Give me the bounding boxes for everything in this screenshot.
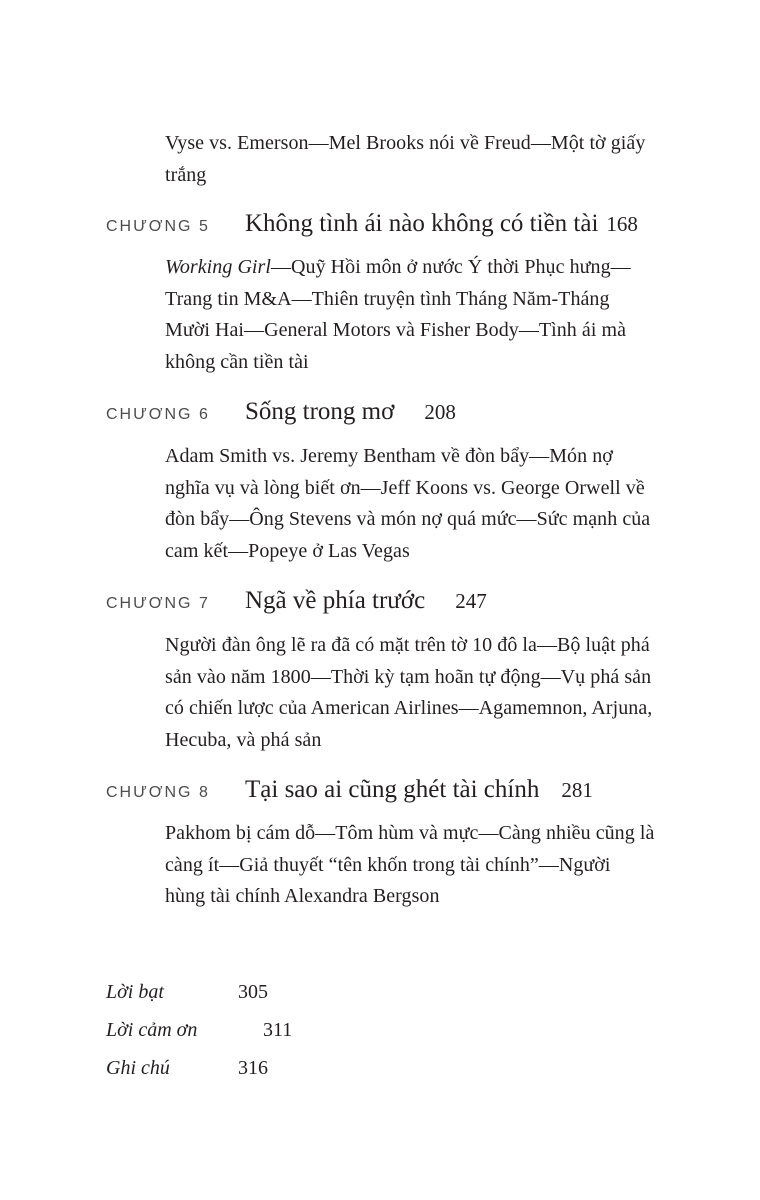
chapter-6-description: [165, 441, 655, 567]
chapter-label: CHƯƠNG 8: [106, 784, 210, 801]
chapter-page-number: 247: [455, 589, 487, 613]
back-matter-label: Lời bạt: [106, 981, 164, 1003]
chapter-5-description: [165, 252, 655, 378]
back-matter-acknowledgements: [106, 1019, 292, 1049]
chapter-8-heading: [106, 776, 593, 812]
chapter-label: CHƯƠNG 6: [106, 406, 210, 423]
chapter-7-heading: [106, 587, 487, 623]
chapter-7-description: [165, 630, 655, 756]
chapter-description-text: Adam Smith vs. Jeremy Bentham về đòn bẩy—Món nợ nghĩa vụ và lòng biết ơn—Jeff Koons vs. George Orwell về đòn bẩy—Ông Stevens và món nợ quá mức—Sức mạnh của cam kết—Popeye ở Las Vegas: [165, 445, 651, 562]
chapter-description-text: —Quỹ Hồi môn ở nước Ý thời Phục hưng—Trang tin M&A—Thiên truyện tình Tháng Năm-Tháng Mười Hai—General Motors và Fisher Body—Tình ái mà không cần tiền tài: [165, 256, 631, 373]
chapter-description-text: Người đàn ông lẽ ra đã có mặt trên tờ 10 đô la—Bộ luật phá sản vào năm 1800—Thời kỳ tạm hoãn tự động—Vụ phá sản có chiến lược của American Airlines—Agamemnon, Arjuna, Hecuba, và phá sản: [165, 634, 653, 751]
chapter-description-italic: Working Girl: [165, 256, 271, 278]
chapter-6-heading: [106, 398, 456, 434]
chapter-description-text: Pakhom bị cám dỗ—Tôm hùm và mực—Càng nhiều cũng là càng ít—Giả thuyết “tên khốn trong tài chính”—Người hùng tài chính Alexandra Bergson: [165, 822, 655, 907]
back-matter-page: 316: [238, 1057, 268, 1079]
chapter-title: Sống trong mơ: [245, 398, 395, 425]
chapter-page-number: 281: [561, 778, 593, 802]
chapter-label: CHƯƠNG 5: [106, 218, 210, 235]
chapter-label: CHƯƠNG 7: [106, 595, 210, 612]
back-matter-notes: [106, 1057, 268, 1087]
intro-text: Vyse vs. Emerson—Mel Brooks nói về Freud—Một tờ giấy trắng: [165, 132, 646, 186]
back-matter-page: 311: [263, 1019, 293, 1041]
intro-description: [165, 128, 655, 191]
chapter-5-heading: [106, 210, 638, 246]
chapter-page-number: 168: [606, 212, 638, 236]
back-matter-label: Ghi chú: [106, 1057, 170, 1079]
chapter-title: Ngã về phía trước: [245, 587, 426, 614]
back-matter-label: Lời cảm ơn: [106, 1019, 198, 1041]
back-matter-page: 305: [238, 981, 268, 1003]
chapter-title: Không tình ái nào không có tiền tài: [245, 210, 599, 237]
back-matter-afterword: [106, 981, 268, 1011]
chapter-page-number: 208: [424, 400, 456, 424]
chapter-8-description: [165, 818, 655, 913]
chapter-title: Tại sao ai cũng ghét tài chính: [245, 776, 540, 803]
